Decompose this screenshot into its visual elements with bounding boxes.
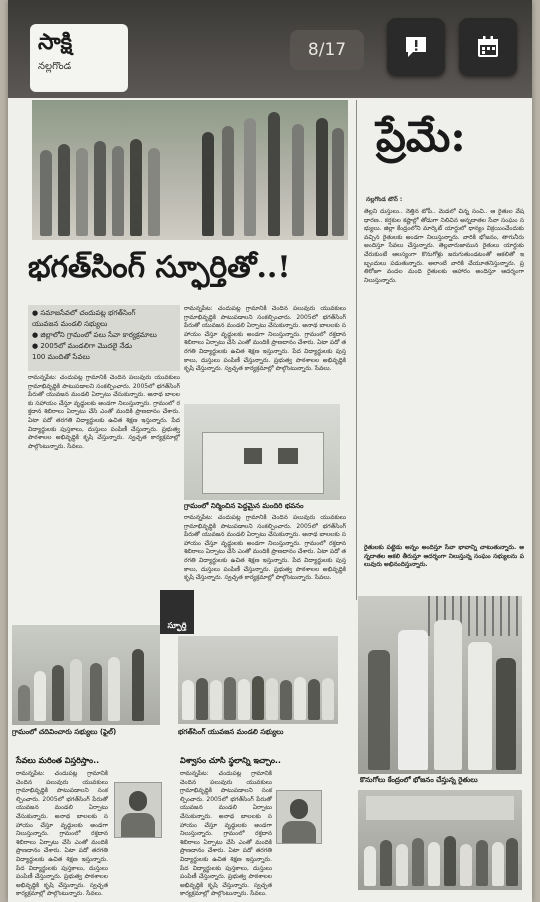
highlight-line: యువజన మండలి సభ్యులు (32, 320, 108, 328)
calendar-icon (475, 34, 501, 60)
right-body-text: తెల్లని దుస్తులు.. నెత్తిన టోపీ.. మెడలో చిన్న సంచి.. ఆ రైతుల వేషధారణ.. కర్షకుల కష్టాల్లో తోడుగా నిలిచిన అన్నదాతల సేవా సంఘం సభ్యులు. జిల్లా కేంద్రంలోని మార్కెట్ యార్డులో ధాన్యం విక్రయించేందుకు వచ్చిన రైతులకు అండగా నిలుస్తున్నారు. వారికి భోజనం, తాగునీరు అందిస్తూ సేవలు చేస్తున్నారు. తెల్లవారుజామున రైతులు యార్డుకు చేరుకుంటే ఆలస్యంగా కొనుగోళ్లు జరుగుతుండటంతో ఆకలితో ఇబ్బందులు పడుతున్నారు. అలాంటి వారికి చేయూతనిస్తున్నారు. ప్రతిరోజూ వందల మంది రైతులకు ఆహారం అందిస్తూ ఆదర్శంగా నిలుస్తున్నారు. (364, 208, 524, 284)
badge-label: స్ఫూర్తి (167, 621, 187, 630)
market-shed (366, 796, 514, 820)
building-window (278, 448, 298, 464)
building-window (244, 448, 262, 464)
portrait-photo (114, 782, 162, 838)
main-body-text-col2: రామన్నపేట: చందుపట్ల గ్రామానికి చెందిన పలువురు యువకులు గ్రామాభివృద్ధికి పాటుపడాలని సంకల్పించారు. 2005లో భగత్‌సింగ్ పేరుతో యువజన మండలి ఏర్పాటు చేసుకున్నారు. అనాథ బాలలకు సహాయం చేస్తూ వృద్ధులకు అండగా నిలుస్తున్నారు. గ్రామంలో రక్తదాన శిబిరాలు ఏర్పాటు చేసి ఎంతో మందికి ప్రాణదానం చేశారు. ఏటా పదో తరగతి విద్యార్థులకు ఉచిత శిక్షణ ఇస్తున్నారు. పేద విద్యార్థులకు పుస్తకాలు, దుస్తులు పంపిణీ చేస్తున్నారు. ప్రభుత్వ పాఠశాలల అభివృద్ధికి కృషి చేస్తున్నారు. స్వచ్ఛత కార్యక్రమాల్లో పాల్గొంటున్నారు. సేవలు. (184, 305, 346, 373)
sub-article-2-title: విశ్వాసం చూసి స్థలాన్ని ఇచ్చాం.. (180, 756, 281, 765)
calendar-button[interactable] (459, 18, 517, 76)
portrait-photo (276, 790, 322, 844)
farmers-photo (358, 596, 522, 774)
inspiration-badge (160, 590, 194, 634)
edition-name: నల్లగొండ (38, 61, 72, 72)
highlight-line: 100 మందితో సేవలు (32, 353, 90, 361)
main-headline: భగత్‌సింగ్ స్ఫూర్తితో..! (28, 250, 291, 285)
sub-article-1-title: సేవలు మరింత విస్తరిస్తాం.. (16, 756, 100, 765)
members-photo (178, 636, 338, 724)
column-divider (356, 100, 357, 600)
page-indicator: 8/17 (290, 30, 364, 70)
highlight-line: ● 2005లో మండలిగా మొదలై నేడు (32, 342, 132, 350)
right-lower-text: రైతులకు పట్టెడు అన్నం అందిస్తూ సేవా భావాన్ని చాటుతున్నారు. అన్నదాతల ఆకలి తీరుస్తూ ఆదర్శంగా నిలుస్తున్న సంఘం సభ్యులను పలువురు అభినందిస్తున్నారు. (364, 544, 524, 569)
highlight-line: ● జిల్లాలోని గ్రామంలో పలు సేవా కార్యక్రమాలు (32, 331, 157, 339)
group-photo (32, 100, 348, 240)
dateline: నల్లగొండ టౌన్‌ : (366, 196, 403, 203)
village-photo-caption: గ్రామంలో చదివించారు సభ్యులు (ఫైల్) (12, 728, 117, 736)
highlight-line: ● సమాజసేవలో చందుపట్ల భగత్‌సింగ్ (32, 309, 136, 317)
sub-article-2-text: రామన్నపేట: చందుపట్ల గ్రామానికి చెందిన పలువురు యువకులు గ్రామాభివృద్ధికి పాటుపడాలని సంకల్పించారు. 2005లో భగత్‌సింగ్ పేరుతో యువజన మండలి ఏర్పాటు చేసుకున్నారు. అనాథ బాలలకు సహాయం చేస్తూ వృద్ధులకు అండగా నిలుస్తున్నారు. గ్రామంలో రక్తదాన శిబిరాలు ఏర్పాటు చేసి ఎంతో మందికి ప్రాణదానం చేశారు. ఏటా పదో తరగతి విద్యార్థులకు ఉచిత శిక్షణ ఇస్తున్నారు. పేద విద్యార్థులకు పుస్తకాలు, దుస్తులు పంపిణీ చేస్తున్నారు. ప్రభుత్వ పాఠశాలల అభివృద్ధికి కృషి చేస్తున్నారు. స్వచ్ఛత కార్యక్రమాల్లో పాల్గొంటున్నారు. సేవలు. (180, 770, 272, 898)
main-body-text: రామన్నపేట: చందుపట్ల గ్రామానికి చెందిన పలువురు యువకులు గ్రామాభివృద్ధికి పాటుపడాలని సంకల్పించారు. 2005లో భగత్‌సింగ్ పేరుతో యువజన మండలి ఏర్పాటు చేసుకున్నారు. అనాథ బాలలకు సహాయం చేస్తూ వృద్ధులకు అండగా నిలుస్తున్నారు. గ్రామంలో రక్తదాన శిబిరాలు ఏర్పాటు చేసి ఎంతో మందికి ప్రాణదానం చేశారు. ఏటా పదో తరగతి విద్యార్థులకు ఉచిత శిక్షణ ఇస్తున్నారు. పేద విద్యార్థులకు పుస్తకాలు, దుస్తులు పంపిణీ చేస్తున్నారు. ప్రభుత్వ పాఠశాలల అభివృద్ధికి కృషి చేస్తున్నారు. స్వచ్ఛత కార్యక్రమాల్లో పాల్గొంటున్నారు. సేవలు. (28, 374, 180, 450)
members-photo-caption: భగత్‌సింగ్ యువజన మండలి సభ్యులు (178, 728, 284, 736)
right-article-title: ప్రేమే: (376, 112, 466, 161)
comment-button[interactable] (387, 18, 445, 76)
market-photo (358, 790, 522, 890)
paper-logo[interactable] (30, 24, 128, 92)
farmers-photo-caption: కొనుగోలు కేంద్రంలో భోజనం చేస్తున్న రైతులు (360, 776, 478, 784)
building-photo-caption: గ్రామంలో నిర్మించిన పెద్దమైన మందిరి భవనం (184, 502, 304, 510)
paper-name: సాక్షి (38, 30, 73, 55)
village-photo (12, 625, 160, 725)
main-body-text-col2-lower: రామన్నపేట: చందుపట్ల గ్రామానికి చెందిన పలువురు యువకులు గ్రామాభివృద్ధికి పాటుపడాలని సంకల్పించారు. 2005లో భగత్‌సింగ్ పేరుతో యువజన మండలి ఏర్పాటు చేసుకున్నారు. అనాథ బాలలకు సహాయం చేస్తూ వృద్ధులకు అండగా నిలుస్తున్నారు. గ్రామంలో రక్తదాన శిబిరాలు ఏర్పాటు చేసి ఎంతో మందికి ప్రాణదానం చేశారు. ఏటా పదో తరగతి విద్యార్థులకు ఉచిత శిక్షణ ఇస్తున్నారు. పేద విద్యార్థులకు పుస్తకాలు, దుస్తులు పంపిణీ చేస్తున్నారు. ప్రభుత్వ పాఠశాలల అభివృద్ధికి కృషి చేస్తున్నారు. స్వచ్ఛత కార్యక్రమాల్లో పాల్గొంటున్నారు. సేవలు. (184, 514, 346, 582)
building-shape (202, 432, 324, 494)
sub-article-1-text: రామన్నపేట: చందుపట్ల గ్రామానికి చెందిన పలువురు యువకులు గ్రామాభివృద్ధికి పాటుపడాలని సంకల్పించారు. 2005లో భగత్‌సింగ్ పేరుతో యువజన మండలి ఏర్పాటు చేసుకున్నారు. అనాథ బాలలకు సహాయం చేస్తూ వృద్ధులకు అండగా నిలుస్తున్నారు. గ్రామంలో రక్తదాన శిబిరాలు ఏర్పాటు చేసి ఎంతో మందికి ప్రాణదానం చేశారు. ఏటా పదో తరగతి విద్యార్థులకు ఉచిత శిక్షణ ఇస్తున్నారు. పేద విద్యార్థులకు పుస్తకాలు, దుస్తులు పంపిణీ చేస్తున్నారు. ప్రభుత్వ పాఠశాలల అభివృద్ధికి కృషి చేస్తున్నారు. స్వచ్ఛత కార్యక్రమాల్లో పాల్గొంటున్నారు. సేవలు. (16, 770, 108, 898)
highlights-box (28, 305, 180, 371)
building-photo (184, 404, 340, 500)
comment-icon (403, 34, 429, 60)
